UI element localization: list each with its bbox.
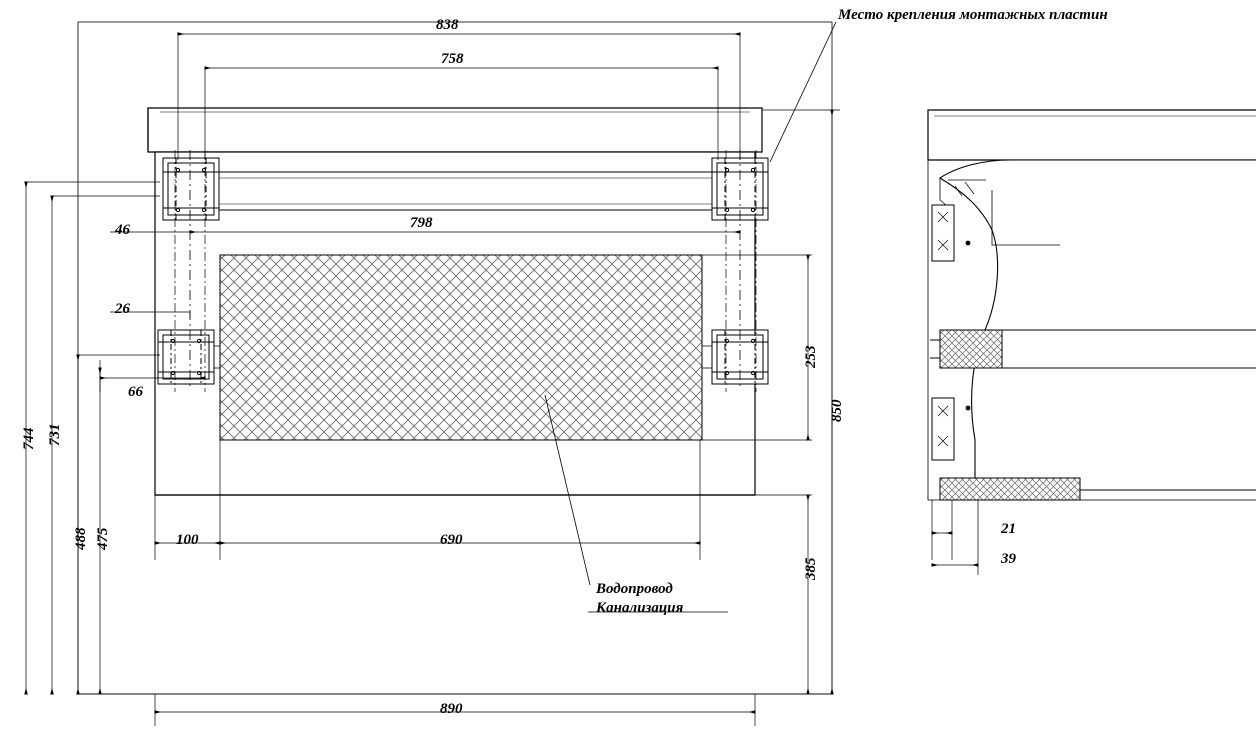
dim-66: 66 <box>128 384 143 400</box>
dim-385: 385 <box>803 557 819 580</box>
plumbing-note-line2: Канализация <box>596 599 684 616</box>
dim-26: 26 <box>115 301 130 317</box>
dim-850: 850 <box>829 399 845 422</box>
dim-838: 838 <box>436 17 459 33</box>
dim-475: 475 <box>95 527 111 550</box>
dim-744: 744 <box>21 427 37 450</box>
dim-39: 39 <box>1001 551 1016 567</box>
mounting-plates-note: Место крепления монтажных пластин <box>838 7 1108 23</box>
dim-253: 253 <box>803 345 819 368</box>
dim-100: 100 <box>176 532 199 548</box>
dim-758: 758 <box>441 51 464 67</box>
dim-798: 798 <box>410 215 433 231</box>
dim-690: 690 <box>440 532 463 548</box>
dim-488: 488 <box>73 527 89 550</box>
dim-21: 21 <box>1001 521 1016 537</box>
dim-731: 731 <box>47 423 63 446</box>
dim-890: 890 <box>440 701 463 717</box>
dim-46: 46 <box>115 222 130 238</box>
plumbing-note-line1: Водопровод <box>596 581 673 597</box>
plumbing-note <box>596 580 683 618</box>
